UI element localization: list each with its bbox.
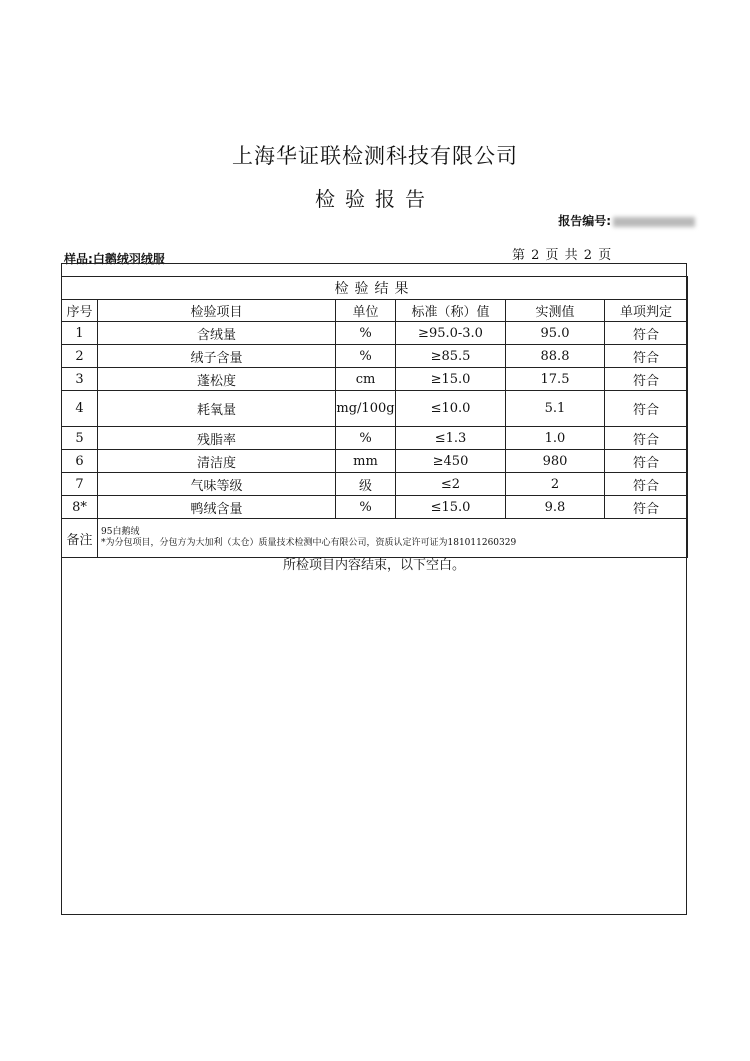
verdict: 符合 [605, 391, 688, 427]
unit: % [336, 427, 396, 450]
unit: cm [336, 368, 396, 391]
results-title: 检验结果 [62, 277, 688, 300]
unit: mm [336, 450, 396, 473]
column-header: 序号 [62, 300, 98, 322]
standard-value: ≤15.0 [396, 496, 506, 519]
remarks-line: 95白鹅绒 [101, 527, 140, 537]
end-note: 所检项目内容结束，以下空白。 [282, 558, 465, 573]
measured-value: 2 [506, 473, 605, 496]
column-header: 单项判定 [605, 300, 688, 322]
standard-value: ≤10.0 [396, 391, 506, 427]
table-row [62, 473, 688, 496]
standard-value: ≥450 [396, 450, 506, 473]
table-row [62, 368, 688, 391]
measured-value: 88.8 [506, 345, 605, 368]
redacted-report-number [613, 217, 695, 227]
standard-value: ≥95.0-3.0 [396, 322, 506, 345]
table-row [62, 427, 688, 450]
table-row [62, 496, 688, 519]
report-title: 检验报告 [315, 187, 435, 211]
table-row [62, 391, 688, 427]
results-table [61, 276, 688, 558]
row-number: 2 [62, 345, 98, 368]
test-item: 绒子含量 [98, 345, 336, 368]
standard-value: ≤1.3 [396, 427, 506, 450]
measured-value: 17.5 [506, 368, 605, 391]
test-item: 含绒量 [98, 322, 336, 345]
test-item: 气味等级 [98, 473, 336, 496]
column-header: 实测值 [506, 300, 605, 322]
row-number: 3 [62, 368, 98, 391]
row-number: 5 [62, 427, 98, 450]
test-item: 清洁度 [98, 450, 336, 473]
unit: % [336, 345, 396, 368]
remarks-line: *为分包项目，分包方为大加利（太仓）质量技术检测中心有限公司，资质认定许可证为181011260329 [101, 538, 517, 548]
test-item: 蓬松度 [98, 368, 336, 391]
unit: 级 [336, 473, 396, 496]
measured-value: 1.0 [506, 427, 605, 450]
verdict: 符合 [605, 345, 688, 368]
table-header [62, 300, 688, 322]
table-row [62, 345, 688, 368]
verdict: 符合 [605, 368, 688, 391]
column-header: 单位 [336, 300, 396, 322]
standard-value: ≥85.5 [396, 345, 506, 368]
row-number: 4 [62, 391, 98, 427]
row-number: 1 [62, 322, 98, 345]
column-header: 标准（称）值 [396, 300, 506, 322]
measured-value: 95.0 [506, 322, 605, 345]
row-number: 8* [62, 496, 98, 519]
table-row [62, 322, 688, 345]
report-number [558, 212, 695, 229]
standard-value: ≥15.0 [396, 368, 506, 391]
row-number: 7 [62, 473, 98, 496]
unit: % [336, 496, 396, 519]
page-info: 第 2 页 共 2 页 [512, 248, 613, 263]
measured-value: 980 [506, 450, 605, 473]
remarks-label: 备注 [62, 519, 98, 558]
unit: mg/100g [336, 391, 396, 427]
sample-label: 样品: [64, 252, 93, 266]
sample-name: 白鹅绒羽绒服 [92, 252, 165, 266]
test-item: 耗氧量 [98, 391, 336, 427]
remarks-text [98, 519, 688, 558]
report-number-label: 报告编号: [558, 214, 611, 228]
remarks-row [62, 519, 688, 558]
row-number: 6 [62, 450, 98, 473]
company-name: 上海华证联检测科技有限公司 [232, 144, 518, 168]
verdict: 符合 [605, 450, 688, 473]
column-header: 检验项目 [98, 300, 336, 322]
verdict: 符合 [605, 496, 688, 519]
table-row [62, 450, 688, 473]
test-item: 鸭绒含量 [98, 496, 336, 519]
measured-value: 9.8 [506, 496, 605, 519]
standard-value: ≤2 [396, 473, 506, 496]
verdict: 符合 [605, 322, 688, 345]
test-item: 残脂率 [98, 427, 336, 450]
unit: % [336, 322, 396, 345]
measured-value: 5.1 [506, 391, 605, 427]
verdict: 符合 [605, 473, 688, 496]
verdict: 符合 [605, 427, 688, 450]
